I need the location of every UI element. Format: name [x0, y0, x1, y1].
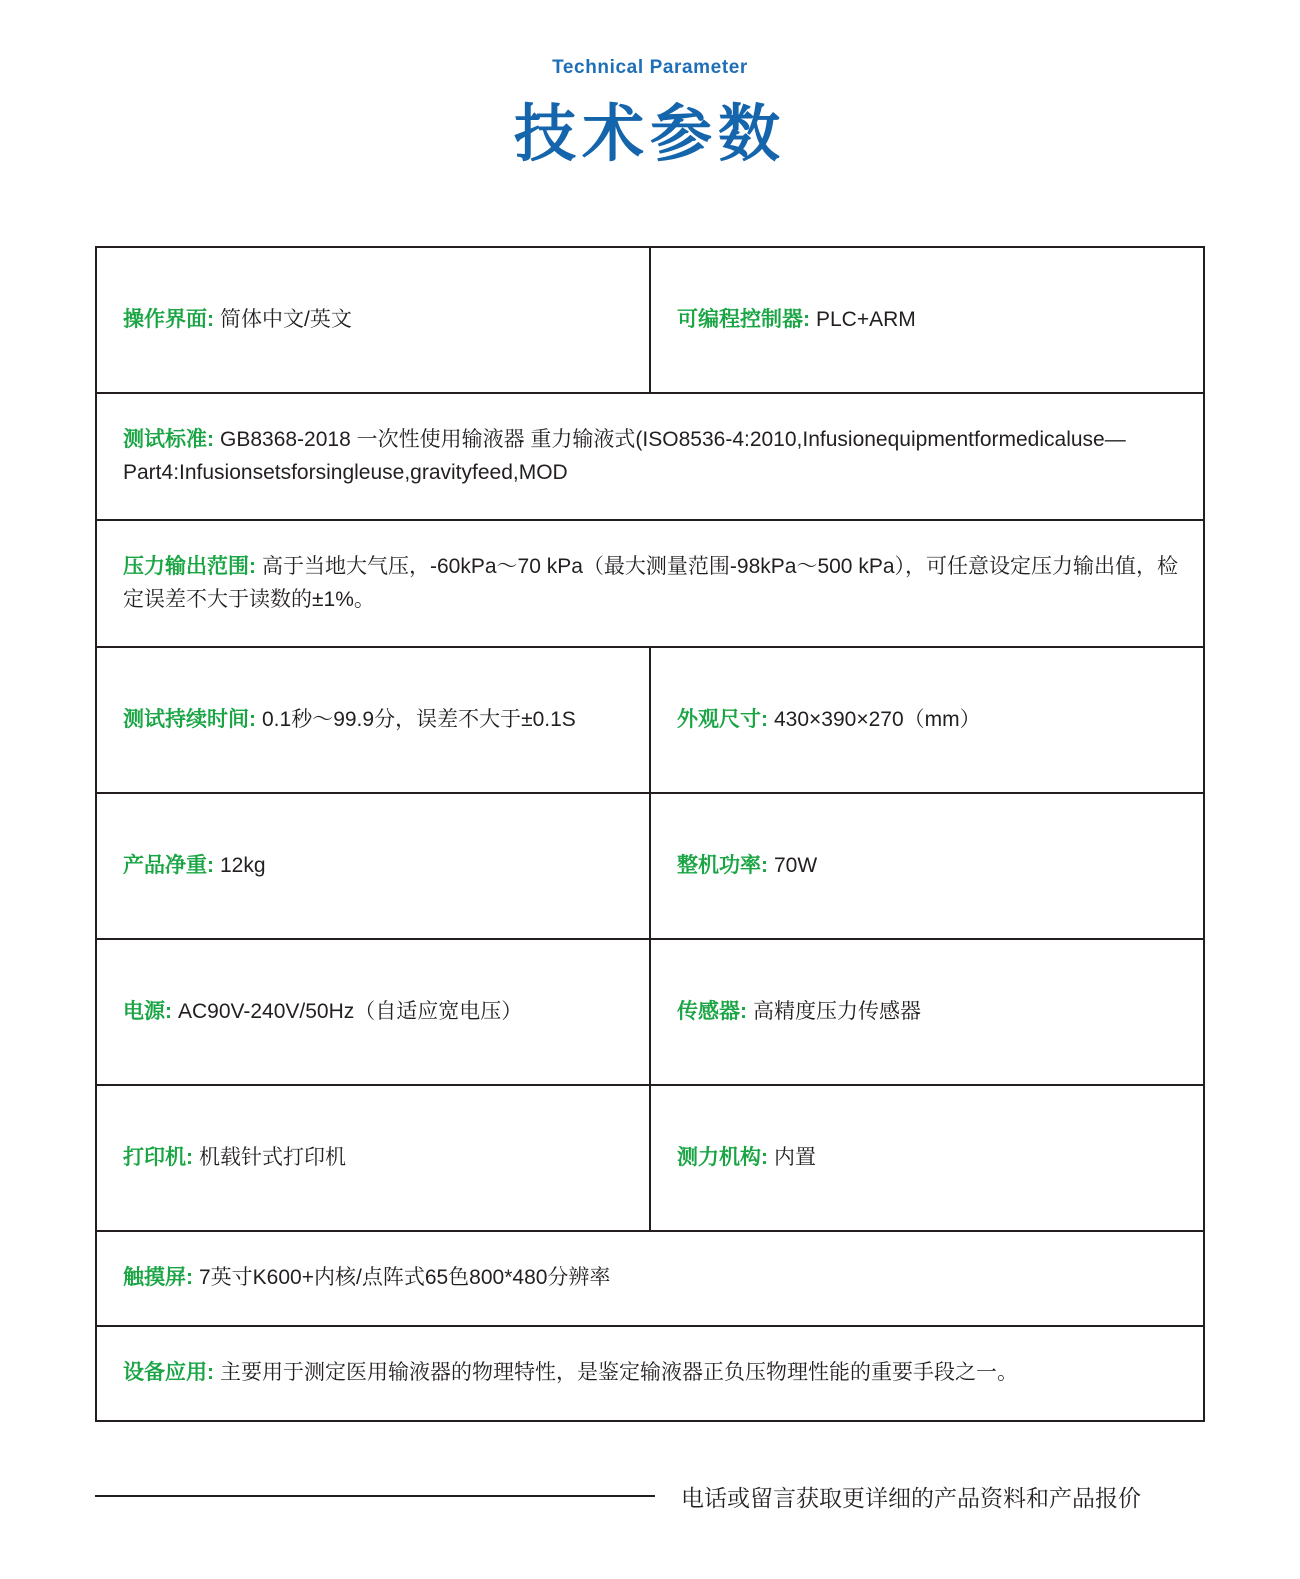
cell-content — [123, 1142, 625, 1175]
table-row — [96, 1326, 1204, 1421]
table-row — [96, 247, 1204, 393]
spec-value: 高于当地大气压，-60kPa～70 kPa（最大测量范围-98kPa～500 kPa），可任意设定压力输出值，检定误差不大于读数的±1%。 — [123, 555, 1179, 611]
spec-label: 压力输出范围: — [123, 555, 256, 579]
spec-label: 测试持续时间: — [123, 708, 256, 732]
spec-label: 传感器: — [677, 1000, 747, 1024]
cell-content — [123, 850, 625, 883]
spec-table — [95, 246, 1205, 1421]
spec-value: 430×390×270（mm） — [774, 708, 981, 732]
cell-content — [123, 551, 1179, 616]
table-cell — [96, 793, 650, 939]
table-row — [96, 1085, 1204, 1231]
spec-value: 简体中文/英文 — [220, 308, 352, 332]
cell-content — [123, 304, 625, 337]
table-row — [96, 939, 1204, 1085]
table-row — [96, 520, 1204, 647]
cell-content — [677, 1142, 1179, 1175]
footer-note: 电话或留言获取更详细的产品资料和产品报价 — [681, 1484, 1141, 1511]
cell-content — [677, 304, 1179, 337]
page-title: 技术参数 — [513, 100, 786, 169]
spec-value: AC90V-240V/50Hz（自适应宽电压） — [178, 1000, 523, 1024]
spec-value: 主要用于测定医用输液器的物理特性，是鉴定输液器正负压物理性能的重要手段之一。 — [220, 1361, 1018, 1385]
spec-label: 可编程控制器: — [677, 308, 810, 332]
cell-content — [677, 996, 1179, 1029]
table-cell — [96, 647, 650, 793]
table-row — [96, 1231, 1204, 1326]
page-footer — [95, 1480, 1205, 1513]
spec-label: 整机功率: — [677, 854, 768, 878]
spec-label: 设备应用: — [123, 1361, 214, 1385]
spec-value: 0.1秒～99.9分，误差不大于±0.1S — [262, 708, 576, 732]
spec-label: 打印机: — [123, 1146, 193, 1170]
table-cell — [650, 1085, 1204, 1231]
spec-value: PLC+ARM — [816, 308, 916, 332]
header-eyebrow: Technical Parameter — [552, 57, 748, 78]
cell-content — [677, 704, 1179, 737]
table-cell — [650, 647, 1204, 793]
page-header — [0, 0, 1300, 170]
table-cell — [650, 793, 1204, 939]
spec-label: 测试标准: — [123, 428, 214, 452]
cell-content — [123, 424, 1179, 489]
table-row — [96, 647, 1204, 793]
spec-label: 电源: — [123, 1000, 172, 1024]
spec-value: 高精度压力传感器 — [753, 1000, 921, 1024]
table-cell — [96, 247, 650, 393]
table-cell — [650, 939, 1204, 1085]
spec-label: 触摸屏: — [123, 1266, 193, 1290]
table-cell — [96, 520, 1204, 647]
table-row — [96, 393, 1204, 520]
table-cell — [96, 1231, 1204, 1326]
cell-content — [123, 1262, 1179, 1295]
cell-content — [123, 996, 625, 1029]
footer-divider — [95, 1495, 655, 1497]
table-cell — [96, 393, 1204, 520]
table-row — [96, 793, 1204, 939]
table-cell — [650, 247, 1204, 393]
spec-value: 70W — [774, 854, 818, 878]
spec-value: 内置 — [774, 1146, 816, 1170]
spec-value: 7英寸K600+内核/点阵式65色800*480分辨率 — [199, 1266, 611, 1290]
spec-label: 操作界面: — [123, 308, 214, 332]
spec-table-wrapper — [95, 246, 1205, 1421]
spec-value: GB8368-2018 一次性使用输液器 重力输液式(ISO8536-4:2010,Infusionequipmentformedicaluse—Part4:Infusionsetsforsingleuse,gravityfeed,MOD — [123, 428, 1126, 484]
cell-content — [123, 1357, 1179, 1390]
spec-table-body — [96, 247, 1204, 1420]
table-cell — [96, 939, 650, 1085]
spec-label: 测力机构: — [677, 1146, 768, 1170]
cell-content — [123, 704, 625, 737]
spec-label: 外观尺寸: — [677, 708, 768, 732]
table-cell — [96, 1326, 1204, 1421]
cell-content — [677, 850, 1179, 883]
spec-value: 机载针式打印机 — [199, 1146, 346, 1170]
spec-label: 产品净重: — [123, 854, 214, 878]
table-cell — [96, 1085, 650, 1231]
spec-value: 12kg — [220, 854, 266, 878]
